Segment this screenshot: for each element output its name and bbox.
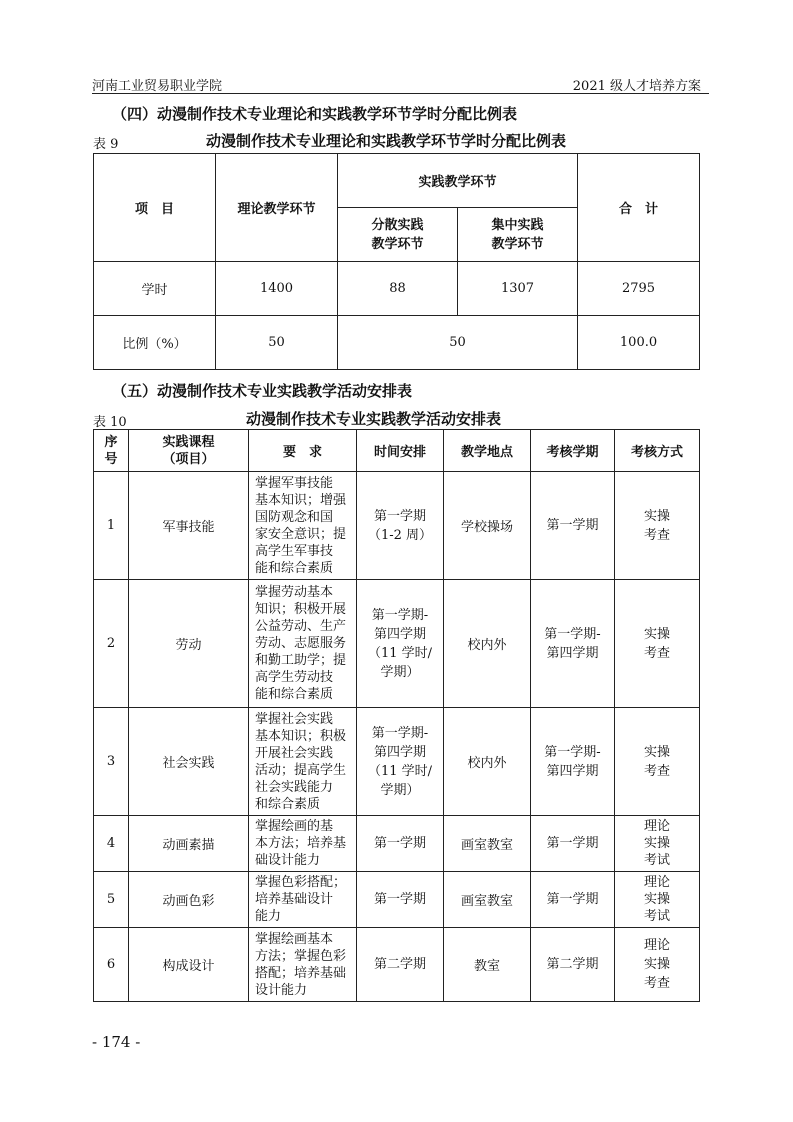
- t9-ratio-total: 100.0: [578, 316, 700, 370]
- row-method: 理论 实操 考试: [615, 816, 700, 872]
- row-requirement: 掌握绘画的基 本方法；培养基 础设计能力: [249, 816, 357, 872]
- t9-ratio-practice: 50: [338, 316, 578, 370]
- row-no: 1: [94, 472, 129, 580]
- row-time: 第一学期: [357, 872, 444, 928]
- t9-header-total: 合 计: [578, 154, 700, 262]
- table10: [93, 429, 700, 1002]
- row-course: 社会实践: [129, 708, 249, 816]
- t10-header-time: 时间安排: [357, 430, 444, 472]
- row-time: 第一学期- 第四学期 （11 学时/ 学期）: [357, 708, 444, 816]
- t9-row-hours: [94, 262, 700, 316]
- running-header-left: 河南工业贸易职业学院: [92, 79, 223, 94]
- table-row: [94, 472, 700, 580]
- t9-header-practice: 实践教学环节: [338, 154, 578, 208]
- row-time: 第一学期- 第四学期 （11 学时/ 学期）: [357, 580, 444, 708]
- table9-label: 表 9: [93, 137, 119, 152]
- row-place: 学校操场: [444, 472, 531, 580]
- table10-caption: 动漫制作技术专业实践教学活动安排表: [246, 410, 502, 428]
- row-method: 理论 实操 考试: [615, 872, 700, 928]
- row-term: 第一学期: [531, 472, 615, 580]
- row-place: 教室: [444, 928, 531, 1002]
- row-requirement: 掌握色彩搭配； 培养基础设计 能力: [249, 872, 357, 928]
- row-method: 实操 考查: [615, 708, 700, 816]
- table-row: [94, 708, 700, 816]
- t9-ratio-label: 比例（%）: [94, 316, 216, 370]
- table-row: [94, 872, 700, 928]
- table10-label: 表 10: [93, 415, 127, 430]
- row-no: 4: [94, 816, 129, 872]
- t10-header-method: 考核方式: [615, 430, 700, 472]
- row-no: 3: [94, 708, 129, 816]
- t10-header-no: 序 号: [94, 430, 129, 472]
- table9-caption: 动漫制作技术专业理论和实践教学环节学时分配比例表: [206, 132, 567, 150]
- running-header-right: 2021 级人才培养方案: [572, 79, 701, 94]
- row-requirement: 掌握绘画基本 方法；掌握色彩 搭配；培养基础 设计能力: [249, 928, 357, 1002]
- row-term: 第一学期: [531, 872, 615, 928]
- section4-title: （四）动漫制作技术专业理论和实践教学环节学时分配比例表: [112, 105, 518, 123]
- t9-hours-concentrated: 1307: [458, 262, 578, 316]
- t9-hours-dispersed: 88: [338, 262, 458, 316]
- row-course: 劳动: [129, 580, 249, 708]
- t9-header-item: 项 目: [94, 154, 216, 262]
- row-place: 画室教室: [444, 872, 531, 928]
- section5-title: （五）动漫制作技术专业实践教学活动安排表: [112, 382, 413, 400]
- t10-header-course: 实践课程 （项目）: [129, 430, 249, 472]
- t9-header-dispersed: 分散实践 教学环节: [338, 208, 458, 262]
- row-time: 第一学期 （1-2 周）: [357, 472, 444, 580]
- table9: [93, 153, 700, 370]
- header-divider: [92, 93, 709, 94]
- row-time: 第二学期: [357, 928, 444, 1002]
- row-requirement: 掌握军事技能 基本知识；增强 国防观念和国 家安全意识；提 高学生军事技 能和综合素质: [249, 472, 357, 580]
- t9-hours-theory: 1400: [216, 262, 338, 316]
- row-method: 理论 实操 考查: [615, 928, 700, 1002]
- row-term: 第一学期- 第四学期: [531, 580, 615, 708]
- table-row: [94, 928, 700, 1002]
- row-no: 5: [94, 872, 129, 928]
- t10-header-requirement: 要 求: [249, 430, 357, 472]
- row-term: 第一学期: [531, 816, 615, 872]
- row-place: 校内外: [444, 708, 531, 816]
- row-method: 实操 考查: [615, 472, 700, 580]
- row-no: 2: [94, 580, 129, 708]
- t10-header-place: 教学地点: [444, 430, 531, 472]
- row-requirement: 掌握社会实践 基本知识；积极 开展社会实践 活动；提高学生 社会实践能力 和综合素质: [249, 708, 357, 816]
- t9-hours-label: 学时: [94, 262, 216, 316]
- row-method: 实操 考查: [615, 580, 700, 708]
- row-time: 第一学期: [357, 816, 444, 872]
- row-term: 第一学期- 第四学期: [531, 708, 615, 816]
- table-row: [94, 816, 700, 872]
- t9-header-theory: 理论教学环节: [216, 154, 338, 262]
- t10-header-term: 考核学期: [531, 430, 615, 472]
- row-course: 动画色彩: [129, 872, 249, 928]
- row-requirement: 掌握劳动基本 知识；积极开展 公益劳动、生产 劳动、志愿服务 和勤工助学；提 高学生劳动技 能和综合素质: [249, 580, 357, 708]
- t9-ratio-theory: 50: [216, 316, 338, 370]
- row-term: 第二学期: [531, 928, 615, 1002]
- row-no: 6: [94, 928, 129, 1002]
- t9-hours-total: 2795: [578, 262, 700, 316]
- t9-row-ratio: [94, 316, 700, 370]
- row-place: 校内外: [444, 580, 531, 708]
- table-row: [94, 580, 700, 708]
- row-course: 构成设计: [129, 928, 249, 1002]
- row-course: 动画素描: [129, 816, 249, 872]
- row-course: 军事技能: [129, 472, 249, 580]
- row-place: 画室教室: [444, 816, 531, 872]
- t9-header-concentrated: 集中实践 教学环节: [458, 208, 578, 262]
- page-number: - 174 -: [92, 1033, 141, 1051]
